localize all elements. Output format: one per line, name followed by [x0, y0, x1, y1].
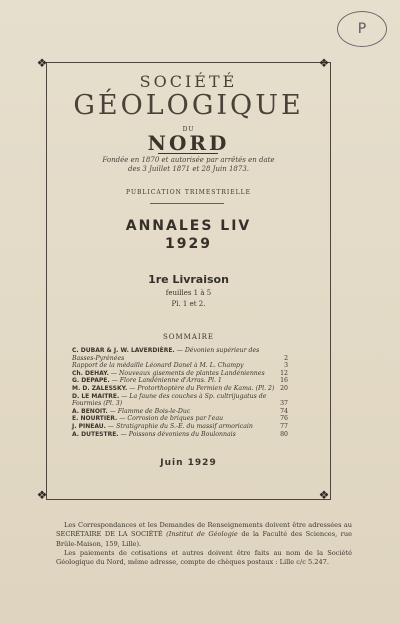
- library-stamp: [337, 11, 387, 47]
- list-item: D. LE MAITRE. — La faune des couches à Sp. cultrijugatus de Fourmies (Pl. 3) 37: [72, 392, 288, 408]
- stamp-letter: P: [357, 21, 367, 37]
- title-societe: SOCIÉTÉ: [139, 72, 238, 91]
- notice-paragraph: [56, 521, 352, 549]
- publication-frequency: PUBLICATION TRIMESTRIELLE: [126, 189, 251, 196]
- list-item: Ch. DEHAY. — Nouveaux gisements de plantes Landéniennes 12: [72, 369, 288, 377]
- title-geologique: GÉOLOGIQUE: [73, 90, 304, 121]
- title-rule: [158, 153, 218, 154]
- list-item: A. DUTESTRE. — Poissons dévoniens du Boulonnais 80: [72, 430, 288, 438]
- toc-page: 3: [284, 362, 288, 370]
- list-item: [72, 362, 288, 370]
- toc-author: A. BENOIT.: [72, 407, 108, 415]
- toc-page: 37: [280, 400, 288, 408]
- toc-title: Protorthoptère du Permien de Kama. (Pl. 2): [137, 384, 275, 392]
- toc-title: Poissons dévoniens du Boulonnais: [128, 430, 236, 438]
- list-item: M. D. ZALESSKY. — Protorthoptère du Permien de Kama. (Pl. 2) 20: [72, 384, 288, 392]
- toc-page: 74: [280, 407, 288, 415]
- annales-year: 1929: [165, 236, 212, 252]
- toc-author: D. LE MAITRE.: [72, 392, 120, 400]
- toc-page: 12: [280, 369, 288, 377]
- notice-text: Les Correspondances et les Demandes de Renseignements doivent être adressées au SECRÉTAIRE DE LA SOCIÉTÉ: [56, 521, 352, 539]
- fleuron-icon: ❖: [36, 488, 48, 502]
- toc-page: 77: [280, 422, 288, 430]
- toc-title: Flamme de Bois-le-Duc: [117, 407, 191, 415]
- sommaire-heading: SOMMAIRE: [162, 333, 215, 341]
- toc-author: M. D. ZALESSKY.: [72, 384, 128, 392]
- toc-page: 16: [280, 377, 288, 385]
- toc-author: A. DUTESTRE.: [72, 430, 119, 438]
- toc-page: 2: [284, 354, 288, 362]
- issue-date: Juin 1929: [160, 458, 217, 468]
- fleuron-icon: ❖: [318, 488, 330, 502]
- toc-title: Rapport de la médaille Léonard Danel à M. L. Champy: [72, 362, 244, 370]
- annales-volume: ANNALES LIV: [125, 218, 252, 234]
- title-nord: NORD: [147, 131, 230, 155]
- list-item: J. PINEAU. — Stratigraphie du S.-E. du massif armoricain 77: [72, 422, 288, 430]
- list-item: A. BENOIT. — Flamme de Bois-le-Duc 74: [72, 407, 288, 415]
- list-item: C. DUBAR & J. W. LAVERDIÈRE. — Dévonien supérieur des Basses-Pyrénées 2: [72, 347, 288, 362]
- toc-author: G. DEPAPE.: [72, 377, 110, 385]
- correspondence-notice: [56, 521, 352, 567]
- fleuron-icon: ❖: [36, 56, 48, 70]
- notice-text: de la Faculté des Sciences, rue Brûle-Maison, 159, Lille).: [56, 530, 352, 548]
- toc-page: 80: [280, 430, 288, 438]
- toc-title: Nouveaux gisements de plantes Landéniennes: [118, 369, 265, 377]
- foundation-line-1: Fondée en 1870 et autorisée par arrêtés en date: [102, 156, 275, 164]
- toc-author: Ch. DEHAY.: [72, 369, 109, 377]
- foundation-line-2: des 3 Juillet 1871 et 28 Juin 1873.: [127, 165, 249, 173]
- toc-title: Dévonien supérieur des Basses-Pyrénées: [72, 347, 260, 362]
- foundation-note: [46, 156, 331, 174]
- publication-rule: [150, 203, 224, 204]
- title-du: DU: [182, 126, 195, 133]
- toc-page: 20: [280, 384, 288, 392]
- planches-range: Pl. 1 et 2.: [171, 300, 206, 308]
- toc-title: Stratigraphie du S.-E. du massif armoricain: [116, 422, 253, 430]
- table-of-contents: [72, 347, 288, 438]
- fleuron-icon: ❖: [318, 56, 330, 70]
- toc-author: E. NOURTIER.: [72, 415, 118, 423]
- feuilles-range: feuilles 1 à 5: [165, 289, 212, 297]
- toc-title: La faune des couches à Sp. cultrijugatus de Fourmies (Pl. 3): [72, 392, 267, 408]
- toc-title: Corrosion de briques par l'eau: [127, 415, 224, 423]
- toc-author: C. DUBAR & J. W. LAVERDIÈRE.: [72, 347, 175, 354]
- list-item: G. DEPAPE. — Flore Landénienne d'Arras. Pl. 1 16: [72, 377, 288, 385]
- toc-title: Flore Landénienne d'Arras. Pl. 1: [119, 377, 222, 385]
- livraison-number: 1re Livraison: [148, 273, 229, 286]
- list-item: E. NOURTIER. — Corrosion de briques par l'eau 76: [72, 415, 288, 423]
- notice-text: (Institut de Géologie: [166, 530, 238, 539]
- payment-paragraph: Les paiements de cotisations et autres doivent être faits au nom de la Société Géologique du Nord, même adresse, compte de chèques postaux : Lille c/c 5.247.: [56, 548, 352, 567]
- toc-page: 76: [280, 415, 288, 423]
- toc-author: J. PINEAU.: [72, 422, 106, 430]
